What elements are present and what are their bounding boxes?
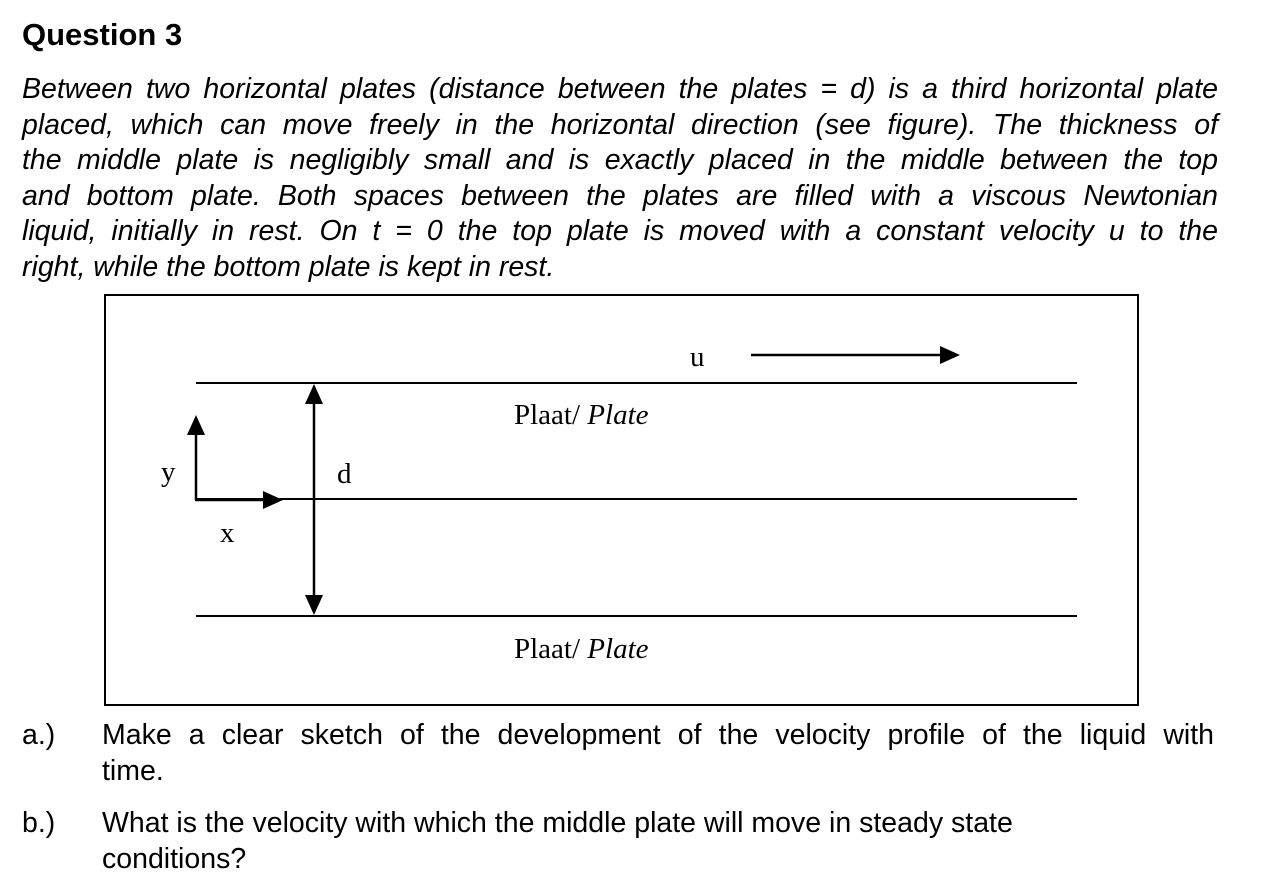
part-line: conditions? xyxy=(102,842,247,875)
intro-line: and bottom plate. Both spaces between the plates are filled with a viscous Newtonian xyxy=(22,179,1218,212)
part-label: b.) xyxy=(22,807,56,839)
y-axis-label: y xyxy=(161,456,176,488)
part-text xyxy=(102,806,1214,877)
part-label: a.) xyxy=(22,719,56,751)
intro-line: liquid, initially in rest. On t = 0 the top plate is moved with a constant velocity u to the xyxy=(22,215,1218,247)
plates-figure xyxy=(104,294,1139,706)
part-line: What is the velocity with which the middle plate will move in steady state xyxy=(102,807,1013,839)
plates-diagram xyxy=(106,296,1136,703)
part-line: time. xyxy=(102,754,164,787)
distance-arrowhead-up xyxy=(305,384,323,404)
question-intro xyxy=(22,72,1218,285)
intro-line: the middle plate is negligibly small and is exactly placed in the middle between the top xyxy=(22,144,1218,176)
x-axis-label: x xyxy=(220,517,235,549)
question-title: Question 3 xyxy=(22,17,183,52)
velocity-label: u xyxy=(690,341,705,373)
distance-arrowhead-down xyxy=(305,595,323,615)
y-axis-arrowhead xyxy=(187,415,205,435)
part-line: Make a clear sketch of the development of the velocity profile of the liquid with xyxy=(102,719,1214,751)
x-axis-arrowhead xyxy=(263,491,283,509)
intro-line: Between two horizontal plates (distance between the plates = d) is a third horizontal plate xyxy=(22,73,1218,105)
velocity-arrowhead xyxy=(940,346,960,364)
top-plate-label: Plaat/ Plate xyxy=(514,399,649,431)
distance-label: d xyxy=(337,458,352,490)
intro-line: placed, which can move freely in the horizontal direction (see figure). The thickness of xyxy=(22,108,1218,141)
bottom-plate-label: Plaat/ Plate xyxy=(514,633,649,665)
intro-line: right, while the bottom plate is kept in rest. xyxy=(22,250,555,283)
part-text xyxy=(102,718,1214,789)
